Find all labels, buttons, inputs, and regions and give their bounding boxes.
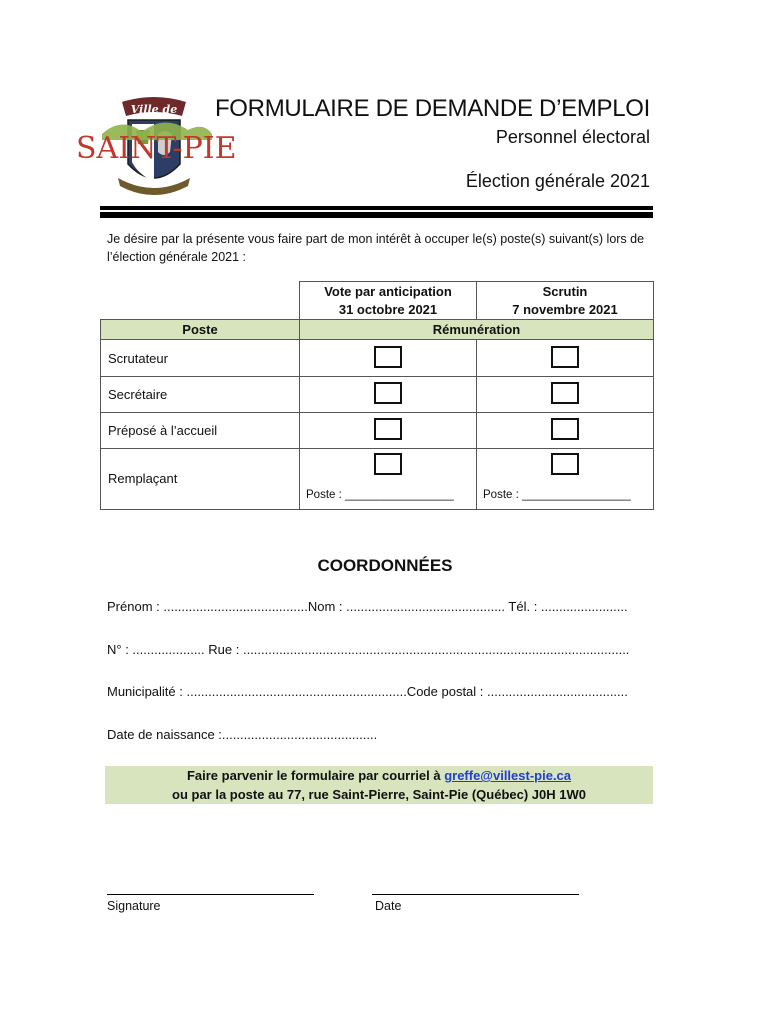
row-label-remplacant: Remplaçant (101, 449, 300, 510)
positions-table (100, 281, 654, 510)
remplacant-scrutin-poste-field[interactable]: Poste : _________________ (483, 489, 631, 501)
checkbox-remplacant-scrutin[interactable] (551, 453, 579, 475)
submission-banner (105, 766, 653, 804)
table-row (101, 377, 654, 413)
coordonnees-title: COORDONNÉES (317, 556, 453, 575)
poste-header: Poste (101, 320, 300, 340)
table-row (101, 340, 654, 377)
form-subtitle: Personnel électoral (495, 127, 650, 147)
date-label: Date (375, 899, 402, 913)
checkbox-prepose-scrutin[interactable] (551, 418, 579, 440)
email-link[interactable]: greffe@villest-pie.ca (444, 768, 572, 783)
form-title: FORMULAIRE DE DEMANDE D’EMPLOI (214, 95, 650, 122)
checkbox-secretaire-scrutin[interactable] (551, 382, 579, 404)
field-prenom-nom-tel[interactable]: Prénom : ........................................Nom : ............................................ Tél. : ........................ (107, 599, 628, 614)
checkbox-prepose-vote[interactable] (374, 418, 402, 440)
logo-name: SAINT-PIE (76, 131, 237, 166)
field-numero-rue[interactable]: N° : .................... Rue : ........................................................................................................... (107, 642, 630, 657)
row-label-scrutateur: Scrutateur (101, 340, 300, 377)
table-row (101, 413, 654, 449)
header-rule-thin (100, 206, 653, 210)
checkbox-secretaire-vote[interactable] (374, 382, 402, 404)
banner-line2: ou par la poste au 77, rue Saint-Pierre, Saint-Pie (Québec) J0H 1W0 (172, 787, 586, 802)
election-label: Élection générale 2021 (465, 171, 650, 191)
signature-line[interactable] (107, 894, 314, 895)
table-row (101, 449, 654, 510)
checkbox-remplacant-vote[interactable] (374, 453, 402, 475)
field-date-naissance[interactable]: Date de naissance :........................................... (107, 727, 378, 742)
intro-text: Je désire par la présente vous faire part de mon intérêt à occuper le(s) poste(s) suivant(s) lors de l’élection générale 2021 : (107, 232, 645, 264)
checkbox-scrutateur-scrutin[interactable] (551, 346, 579, 368)
row-label-prepose: Préposé à l’accueil (101, 413, 300, 449)
logo-top-text: Ville de (130, 103, 178, 116)
col-header-vote-anticipation: Vote par anticipation 31 octobre 2021 (300, 282, 477, 320)
row-label-secretaire: Secrétaire (101, 377, 300, 413)
remplacant-vote-poste-field[interactable]: Poste : _________________ (306, 489, 454, 501)
col-header-scrutin: Scrutin 7 novembre 2021 (477, 282, 654, 320)
signature-label: Signature (107, 899, 161, 913)
date-line[interactable] (372, 894, 579, 895)
banner-line1: Faire parvenir le formulaire par courriel à (186, 768, 445, 783)
checkbox-scrutateur-vote[interactable] (374, 346, 402, 368)
remuneration-header: Rémunération (300, 320, 654, 340)
header-rule-thick (100, 212, 653, 218)
saint-pie-logo (72, 94, 237, 204)
field-municipalite-code-postal[interactable]: Municipalité : .............................................................Code postal : ....................................... (107, 684, 628, 699)
